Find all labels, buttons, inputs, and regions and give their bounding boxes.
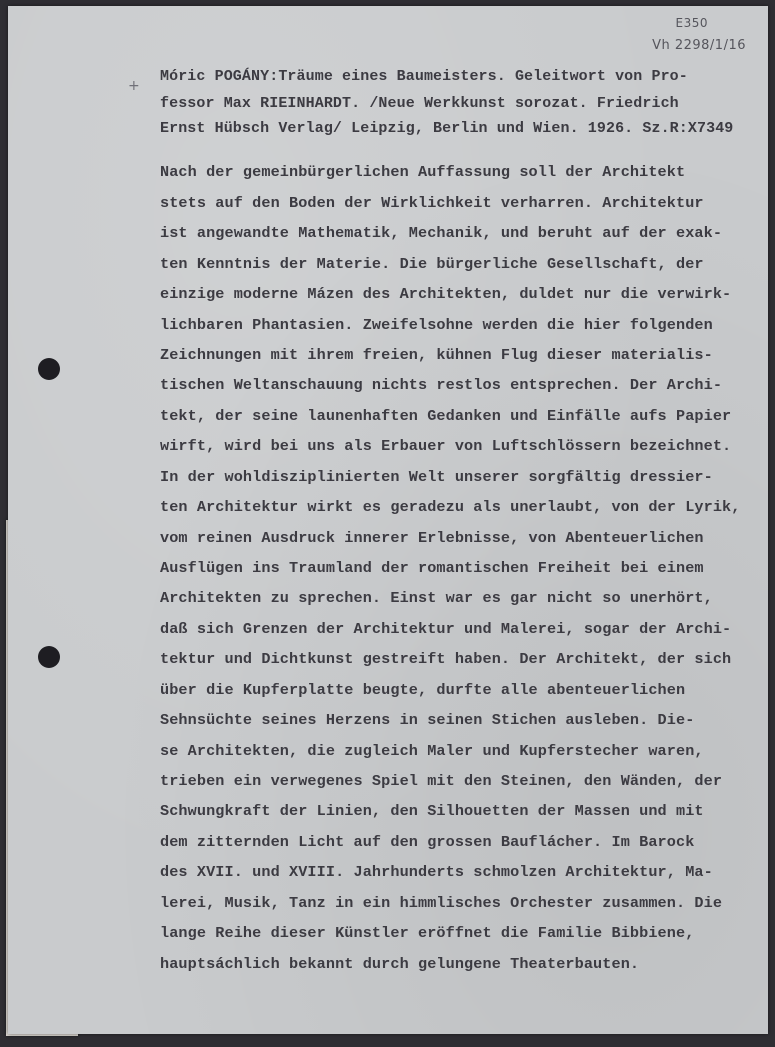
- body-line: dem zitternden Licht auf den grossen Bauflácher. Im Barock: [160, 833, 695, 851]
- punch-hole-bottom: [38, 646, 60, 668]
- archive-code: E350: [675, 16, 708, 30]
- body-line: Ausflügen ins Traumland der romantischen Freiheit bei einem: [160, 559, 704, 577]
- body-line: wirft, wird bei uns als Erbauer von Luftschlössern bezeichnet.: [160, 437, 732, 455]
- header-line: Móric POGÁNY:Träume eines Baumeisters. Geleitwort von Pro-: [160, 68, 688, 85]
- punch-hole-top: [38, 358, 60, 380]
- body-line: über die Kupferplatte beugte, durfte alle abenteuerlichen: [160, 681, 686, 699]
- body-line: daß sich Grenzen der Architektur und Malerei, sogar der Archi-: [160, 620, 732, 638]
- body-line: tektur und Dichtkunst gestreift haben. Der Architekt, der sich: [160, 650, 732, 668]
- body-line: Architekten zu sprechen. Einst war es gar nicht so unerhört,: [160, 589, 713, 607]
- body-line: Schwungkraft der Linien, den Silhouetten der Massen und mit: [160, 802, 704, 820]
- body-line: Zeichnungen mit ihrem freien, kühnen Flug dieser materialis-: [160, 346, 713, 364]
- body-line: Nach der gemeinbürgerlichen Auffassung soll der Architekt: [160, 163, 686, 181]
- body-line: hauptsáchlich bekannt durch gelungene Theaterbauten.: [160, 955, 640, 973]
- margin-tick-mark: +: [128, 78, 140, 94]
- body-line: lerei, Musik, Tanz in ein himmlisches Orchester zusammen. Die: [160, 894, 723, 912]
- body-line: lichbaren Phantasien. Zweifelsohne werden die hier folgenden: [160, 316, 713, 334]
- header-line: fessor Max RIEINHARDT. /Neue Werkkunst sorozat. Friedrich: [160, 95, 679, 112]
- body-line: vom reinen Ausdruck innerer Erlebnisse, von Abenteuerlichen: [160, 529, 704, 547]
- body-line: trieben ein verwegenes Spiel mit den Steinen, den Wänden, der: [160, 772, 723, 790]
- body-line: einzige moderne Mázen des Architekten, duldet nur die verwirk-: [160, 285, 732, 303]
- body-line: ten Kenntnis der Materie. Die bürgerliche Gesellschaft, der: [160, 255, 704, 273]
- body-line: des XVII. und XVIII. Jahrhunderts schmolzen Architektur, Ma-: [160, 863, 713, 881]
- header-line: Ernst Hübsch Verlag/ Leipzig, Berlin und Wien. 1926. Sz.R:X7349: [160, 120, 734, 137]
- body-line: stets auf den Boden der Wirklichkeit verharren. Architektur: [160, 194, 704, 212]
- body-line: ist angewandte Mathematik, Mechanik, und beruht auf der exak-: [160, 224, 723, 242]
- body-line: se Architekten, die zugleich Maler und Kupferstecher waren,: [160, 742, 704, 760]
- body-line: Sehnsüchte seines Herzens in seinen Stichen ausleben. Die-: [160, 711, 695, 729]
- body-line: tekt, der seine launenhaften Gedanken und Einfälle aufs Papier: [160, 407, 732, 425]
- body-line: lange Reihe dieser Künstler eröffnet die Familie Bibbiene,: [160, 924, 695, 942]
- archive-reference: Vh 2298/1/16: [652, 38, 746, 53]
- body-line: tischen Weltanschauung nichts restlos entsprechen. Der Archi-: [160, 376, 723, 394]
- body-line: ten Architektur wirkt es geradezu als unerlaubt, von der Lyrik,: [160, 498, 741, 516]
- body-line: In der wohldisziplinierten Welt unserer sorgfältig dressier-: [160, 468, 713, 486]
